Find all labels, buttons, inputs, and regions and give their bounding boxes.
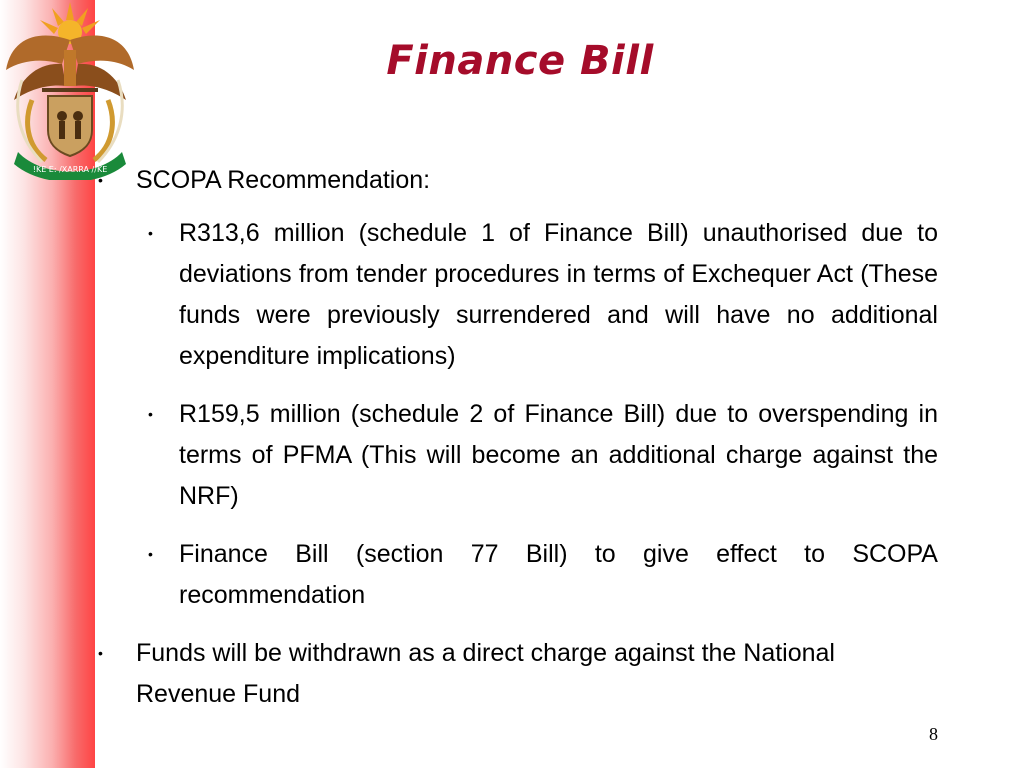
bullet-icon: • [98, 172, 103, 188]
list-item [98, 160, 938, 201]
list-item-text: Finance Bill (section 77 Bill) to give effect to SCOPA recommendation [179, 540, 938, 609]
list-item-text: R313,6 million (schedule 1 of Finance Bill) unauthorised due to deviations from tender procedures in terms of Exchequer Act (These funds were previously surrendered and will have no additional expenditure implications) [179, 219, 938, 370]
list-item-text: Funds will be withdrawn as a direct charge against the National Revenue Fund [136, 639, 835, 708]
list-item [98, 213, 938, 377]
list-item-text: R159,5 million (schedule 2 of Finance Bill) due to overspending in terms of PFMA (This will become an additional charge against the NRF) [179, 400, 938, 510]
bullet-icon: • [148, 225, 153, 241]
list-item [98, 633, 938, 715]
list-item [98, 534, 938, 616]
coat-of-arms-logo [2, 0, 138, 180]
list-item-text: SCOPA Recommendation: [136, 166, 431, 194]
bullet-icon: • [148, 406, 153, 422]
slide-body [98, 160, 938, 727]
svg-text:!KE E: /XARRA //KE: !KE E: /XARRA //KE [32, 165, 108, 174]
bullet-icon: • [148, 546, 153, 562]
slide-title: Finance Bill [386, 38, 654, 84]
list-item [98, 394, 938, 517]
page-number: 8 [929, 724, 938, 744]
bullet-icon: • [98, 645, 103, 661]
